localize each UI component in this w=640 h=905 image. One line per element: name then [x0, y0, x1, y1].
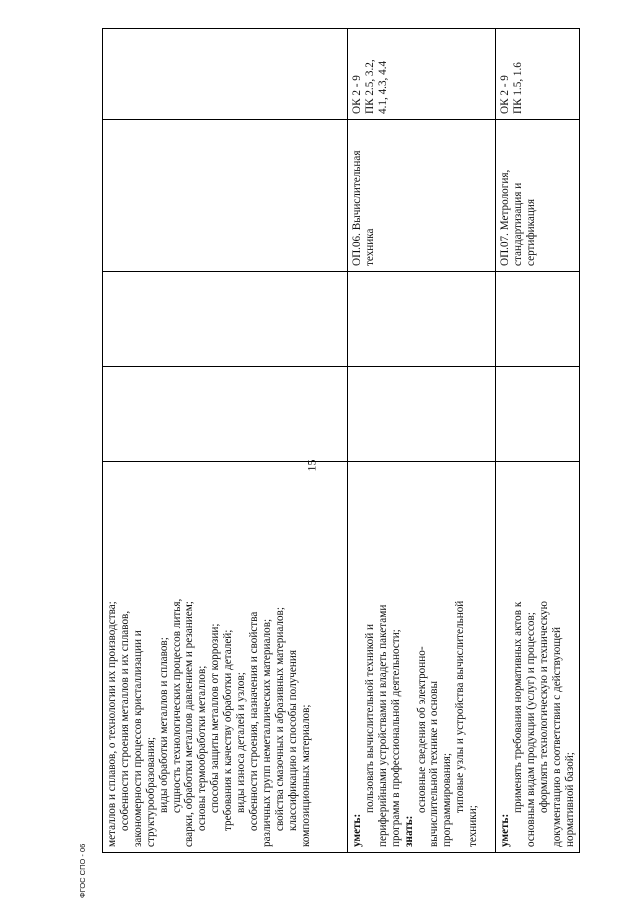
empty-cell [496, 367, 580, 462]
table-row [496, 29, 580, 853]
curriculum-table [102, 28, 580, 853]
page-number: 15 [304, 459, 319, 472]
content-line: техники; [467, 805, 480, 847]
content-line: вычислительной технике и основы [428, 680, 441, 847]
content-line: особенности строения, назначения и свойства [247, 611, 260, 831]
content-cell [348, 462, 496, 853]
content-line: закономерности процессов кристаллизации и [131, 630, 144, 847]
content-line: требования к качеству обработки деталей; [222, 629, 235, 831]
discipline-cell [103, 120, 348, 272]
content-line: структурообразования; [144, 737, 157, 847]
discipline-cell: ОП.07. Метрология, стандартизация и сертификация [496, 120, 580, 272]
content-line: применять требования нормативных актов к [511, 601, 524, 813]
content-line: основным видам продукции (услуг) и процессов; [524, 612, 537, 847]
rotated-table-sheet [102, 29, 575, 853]
content-line: виды обработки металлов и сплавов; [157, 637, 170, 813]
content-line: классификацию и способы получения [286, 650, 299, 831]
content-line: способы защиты металлов от коррозии; [209, 623, 222, 813]
content-line: различных групп неметаллических материалов; [260, 618, 273, 847]
content-line: особенности строения металлов и их сплавов, [118, 610, 131, 831]
content-line: виды износа деталей и узлов; [235, 672, 248, 813]
content-line: основные сведения об электронно- [415, 646, 428, 813]
content-line: свойства смазочных и абразивных материалов; [273, 607, 286, 831]
discipline-cell: ОП.06. Вычислительная техника [348, 120, 496, 272]
competence-cell: ОК 2 - 9 ПК 1.5, 1.6 [496, 29, 580, 120]
content-line: уметь: [499, 813, 511, 847]
content-cell [103, 462, 348, 853]
content-line: пользовать вычислительной техникой и [363, 623, 376, 813]
content-line: металлов и сплавов, о технологии их производства; [106, 601, 118, 847]
content-line: оформлять технологическую и техническую [537, 601, 550, 813]
empty-cell [103, 367, 348, 462]
table-row [103, 29, 348, 853]
empty-cell [348, 367, 496, 462]
table-row [348, 29, 496, 853]
content-line: уметь: [351, 813, 363, 847]
empty-cell [496, 272, 580, 367]
document-code: ФГОС СПО - 06 [78, 843, 87, 898]
content-line: программирования; [441, 753, 454, 847]
content-line: сущность технологических процессов литья, [170, 598, 183, 813]
content-line: периферийными устройствами и владеть пакетами [376, 604, 389, 847]
content-line: программ в профессиональной деятельности; [389, 629, 402, 847]
competence-cell [103, 29, 348, 120]
competence-cell: ОК 2 - 9 ПК 2.5, 3.2, 4.1, 4.3, 4.4 [348, 29, 496, 120]
content-cell [496, 462, 580, 853]
content-line: нормативной базой; [563, 752, 576, 847]
empty-cell [103, 272, 348, 367]
content-line: сварки, обработки металлов давлением и резанием; [183, 601, 196, 847]
content-line: типовые узлы и устройства вычислительной [454, 600, 467, 813]
empty-cell [348, 272, 496, 367]
content-line: документацию в соответствии с действующей [550, 627, 563, 847]
content-line: композиционных материалов; [299, 704, 312, 847]
content-line: знать: [402, 815, 415, 847]
content-line: основы термообработки металлов; [196, 665, 209, 831]
